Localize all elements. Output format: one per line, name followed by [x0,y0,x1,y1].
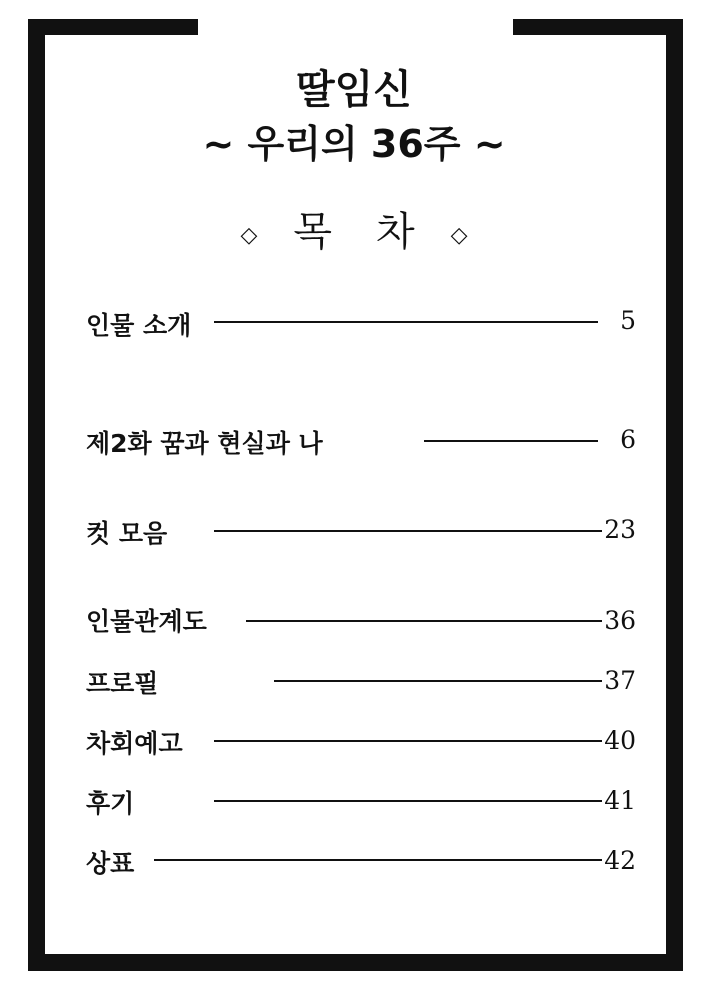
frame-top-right-border [513,19,683,35]
toc-item-page[interactable]: 23 [604,515,636,544]
toc-leader-line [246,620,602,622]
toc-item-label[interactable]: 컷 모음 [86,519,168,548]
toc-item-page[interactable]: 37 [604,666,636,695]
toc-item-page[interactable]: 42 [604,846,636,875]
toc-item-label[interactable]: 후기 [86,789,135,818]
toc-item-label[interactable]: 인물 소개 [86,311,192,340]
toc-leader-line [424,440,598,442]
toc-leader-line [154,859,602,861]
toc-item-page[interactable]: 5 [620,306,636,335]
book-subtitle: ~ 우리의 36주 ~ [202,122,506,166]
toc-item-label[interactable]: 차회예고 [86,729,183,758]
toc-heading [0,200,708,257]
frame-bottom-border [28,954,683,971]
toc-item-label[interactable]: 상표 [86,849,135,878]
toc-item-page[interactable]: 40 [604,726,636,755]
toc-leader-line [214,321,598,323]
diamond-left-icon: ◇ [240,222,258,248]
heading-word-1: 목 [293,209,332,255]
toc-item-page[interactable]: 41 [604,786,636,815]
toc-item-page[interactable]: 36 [604,606,636,635]
heading-word-2: 차 [376,209,415,255]
toc-item-label[interactable]: 프로필 [86,669,159,698]
toc-leader-line [214,530,602,532]
book-title: 딸임신 [296,67,412,113]
frame-top-left-border [28,19,198,35]
toc-item-label[interactable]: 제2화 꿈과 현실과 나 [86,429,323,458]
diamond-right-icon: ◇ [450,222,468,248]
toc-item-page[interactable]: 6 [620,425,636,454]
toc-leader-line [214,740,602,742]
toc-item-label[interactable]: 인물관계도 [86,607,207,636]
toc-leader-line [214,800,602,802]
toc-leader-line [274,680,602,682]
